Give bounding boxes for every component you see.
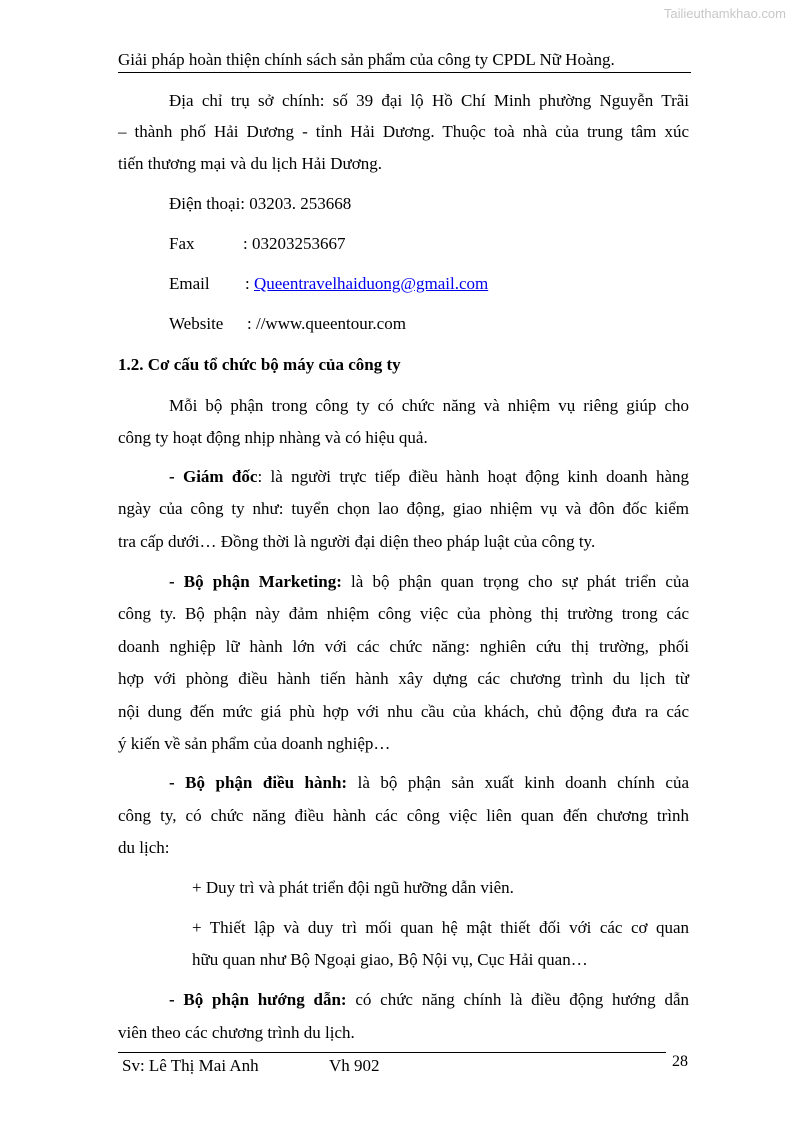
operations-bullet-2: + Thiết lập và duy trì mối quan hệ mật thiết đối với các cơ quan bbox=[192, 918, 689, 937]
marketing-line-4: hợp với phòng điều hành tiến hành xây dựng các chương trình du lịch từ bbox=[118, 669, 689, 688]
guide-line-2: viên theo các chương trình du lịch. bbox=[118, 1023, 355, 1042]
guide-first: có chức năng chính là điều động hướng dẫn bbox=[346, 990, 689, 1009]
address-line-1: Địa chỉ trụ sở chính: số 39 đại lộ Hồ Chí Minh phường Nguyễn Trãi bbox=[169, 91, 689, 110]
marketing-line-3: doanh nghiệp lữ hành lớn với các chức năng: nghiên cứu thị trường, phối bbox=[118, 637, 689, 656]
footer-class: Vh 902 bbox=[329, 1056, 380, 1075]
operations-first: là bộ phận sản xuất kinh doanh chính của bbox=[347, 773, 689, 792]
marketing-line-2: công ty. Bộ phận này đảm nhiệm công việc của phòng thị trường trong các bbox=[118, 604, 689, 623]
director-line-1 bbox=[169, 467, 689, 487]
website-value: : //www.queentour.com bbox=[247, 314, 406, 333]
operations-line-1 bbox=[169, 773, 689, 793]
address-line-3: tiến thương mại và du lịch Hải Dương. bbox=[118, 154, 382, 173]
marketing-line-1 bbox=[169, 572, 689, 592]
footer-rule bbox=[118, 1052, 666, 1053]
section-heading: 1.2. Cơ cấu tổ chức bộ máy của công ty bbox=[118, 355, 401, 374]
director-line-2: ngày của công ty như: tuyển chọn lao động, giao nhiệm vụ và đôn đốc kiểm bbox=[118, 499, 689, 518]
guide-line-1 bbox=[169, 990, 689, 1010]
intro-line-1: Mỗi bộ phận trong công ty có chức năng và nhiệm vụ riêng giúp cho bbox=[169, 396, 689, 415]
email-label: Email bbox=[169, 274, 210, 293]
intro-line-2: công ty hoạt động nhịp nhàng và có hiệu quả. bbox=[118, 428, 428, 447]
operations-term: - Bộ phận điều hành: bbox=[169, 773, 348, 792]
guide-term: - Bộ phận hướng dẫn: bbox=[169, 990, 347, 1009]
operations-bullet-1: + Duy trì và phát triển đội ngũ hưỡng dẫn viên. bbox=[192, 878, 514, 897]
email-separator: : bbox=[245, 274, 254, 293]
phone-line: Điện thoại: 03203. 253668 bbox=[169, 194, 352, 213]
operations-line-2: công ty, có chức năng điều hành các công việc liên quan đến chương trình bbox=[118, 806, 689, 825]
page-header: Giải pháp hoàn thiện chính sách sản phẩm của công ty CPDL Nữ Hoàng. bbox=[118, 50, 615, 69]
footer-student: Sv: Lê Thị Mai Anh bbox=[122, 1056, 259, 1075]
marketing-line-6: ý kiến về sản phẩm của doanh nghiệp… bbox=[118, 734, 391, 753]
fax-label: Fax bbox=[169, 234, 195, 253]
address-line-2: – thành phố Hải Dương - tỉnh Hải Dương. Thuộc toà nhà của trung tâm xúc bbox=[118, 122, 689, 141]
email-link[interactable]: Queentravelhaiduong@gmail.com bbox=[253, 274, 489, 293]
operations-line-3: du lịch: bbox=[118, 838, 170, 857]
fax-value: : 03203253667 bbox=[243, 234, 346, 253]
director-term: - Giám đốc bbox=[169, 467, 258, 486]
header-rule bbox=[118, 72, 691, 73]
watermark: Tailieuthamkhao.com bbox=[663, 6, 786, 21]
director-first: : là người trực tiếp điều hành hoạt động kinh doanh hàng bbox=[257, 467, 689, 486]
marketing-first: là bộ phận quan trọng cho sự phát triển của bbox=[341, 572, 689, 591]
operations-bullet-3: hữu quan như Bộ Ngoại giao, Bộ Nội vụ, Cục Hải quan… bbox=[192, 950, 588, 969]
website-label: Website bbox=[169, 314, 224, 333]
marketing-line-5: nội dung đến mức giá phù hợp với nhu cầu của khách, chủ động đưa ra các bbox=[118, 702, 689, 721]
page-number: 28 bbox=[672, 1053, 688, 1070]
director-line-3: tra cấp dưới… Đồng thời là người đại diện theo pháp luật của công ty. bbox=[118, 532, 596, 551]
email-line bbox=[245, 274, 488, 294]
marketing-term: - Bộ phận Marketing: bbox=[169, 572, 342, 591]
